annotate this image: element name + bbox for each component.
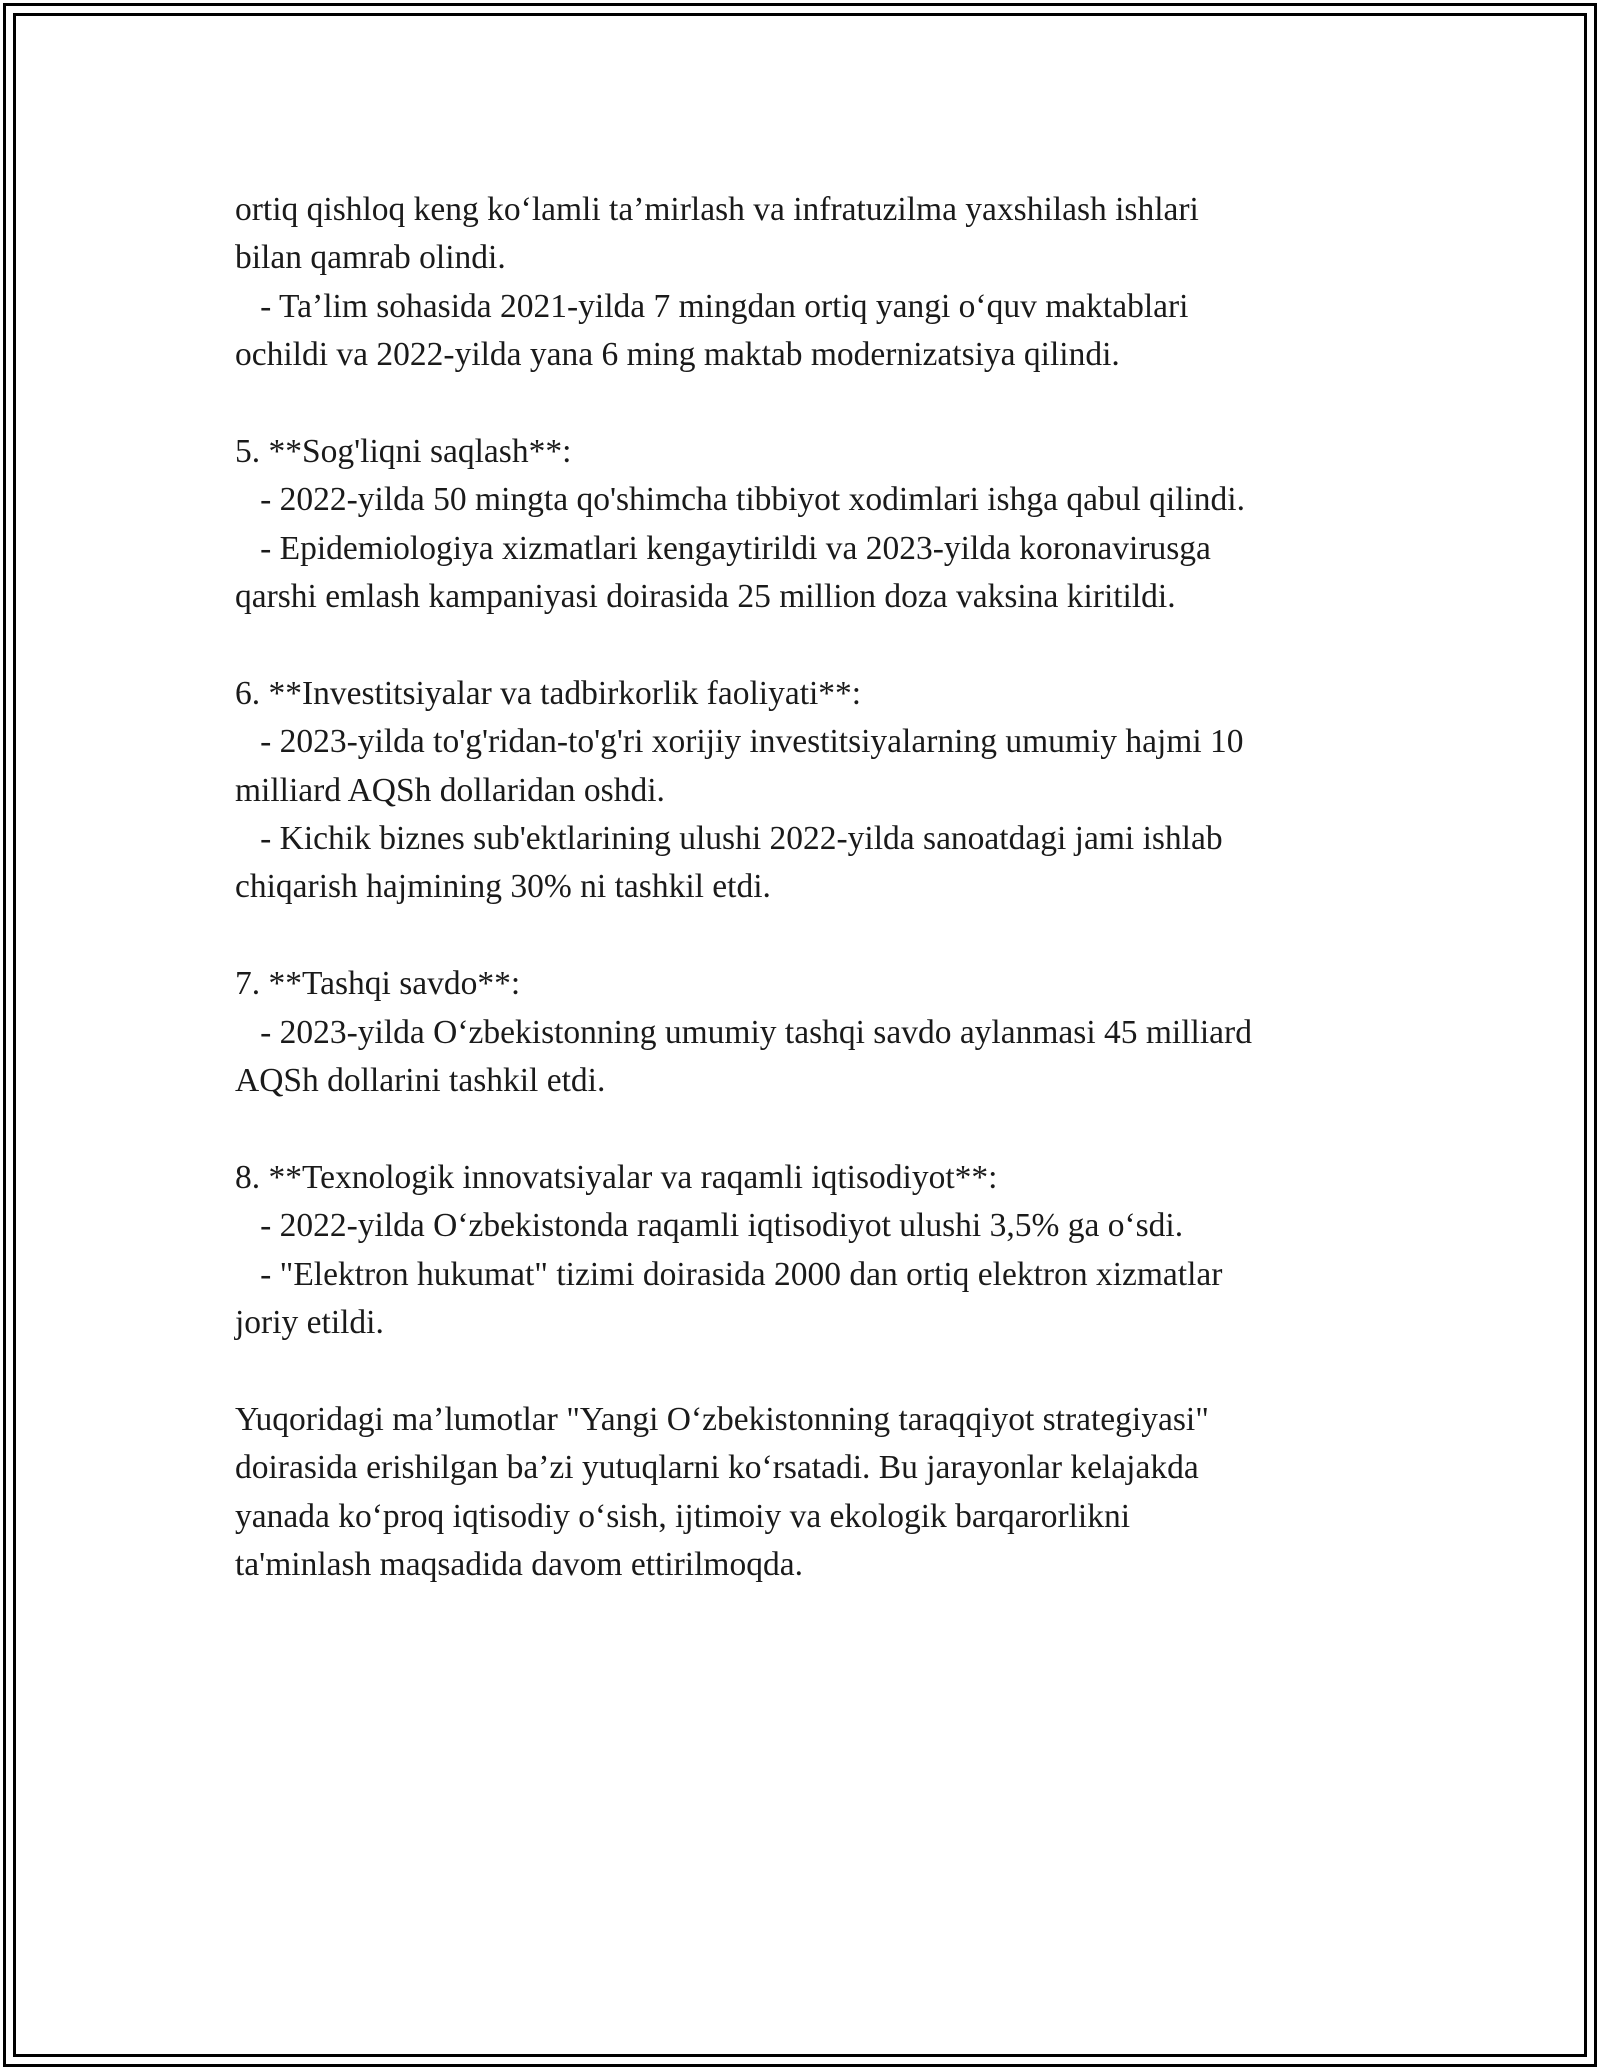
conclusion-line: doirasida erishilgan ba’zi yutuqlarni ko‘rsatadi. Bu jarayonlar kelajakda [235,1449,1199,1487]
section-heading-5: 5. **Sog'liqni saqlash**: [235,432,572,470]
text-line: - Epidemiologiya xizmatlari kengaytirildi va 2023-yilda koronavirusga [235,529,1211,567]
text-line: - 2023-yilda to'g'ridan-to'g'ri xorijiy investitsiyalarning umumiy hajmi 10 [235,723,1244,761]
blank-line [235,1105,1365,1153]
document-body [235,186,1365,1589]
blank-line [235,912,1365,960]
text-line: - 2023-yilda O‘zbekistonning umumiy tashqi savdo aylanmasi 45 milliard [235,1013,1252,1051]
text-line: AQSh dollarini tashkil etdi. [235,1062,606,1100]
text-line: - 2022-yilda 50 mingta qo'shimcha tibbiyot xodimlari ishga qabul qilindi. [235,481,1245,519]
text-line: - Ta’lim sohasida 2021-yilda 7 mingdan ortiq yangi o‘quv maktablari [235,287,1189,325]
conclusion-line: ta'minlash maqsadida davom ettirilmoqda. [235,1545,803,1583]
section-heading-8: 8. **Texnologik innovatsiyalar va raqamli iqtisodiyot**: [235,1158,998,1196]
text-line: qarshi emlash kampaniyasi doirasida 25 million doza vaksina kiritildi. [235,578,1176,616]
text-line: joriy etildi. [235,1303,384,1341]
blank-line [235,622,1365,670]
text-line: - 2022-yilda O‘zbekistonda raqamli iqtisodiyot ulushi 3,5% ga o‘sdi. [235,1207,1184,1245]
text-line: bilan qamrab olindi. [235,239,506,277]
section-heading-6: 6. **Investitsiyalar va tadbirkorlik faoliyati**: [235,674,862,712]
blank-line [235,380,1365,428]
text-line: chiqarish hajmining 30% ni tashkil etdi. [235,868,771,906]
text-line: - Kichik biznes sub'ektlarining ulushi 2022-yilda sanoatdagi jami ishlab [235,820,1223,858]
text-line: milliard AQSh dollaridan oshdi. [235,771,665,809]
blank-line [235,1347,1365,1395]
text-line: ochildi va 2022-yilda yana 6 ming maktab modernizatsiya qilindi. [235,336,1120,374]
text-line: - "Elektron hukumat" tizimi doirasida 2000 dan ortiq elektron xizmatlar [235,1255,1223,1293]
conclusion-line: yanada ko‘proq iqtisodiy o‘sish, ijtimoiy va ekologik barqarorlikni [235,1497,1131,1535]
text-line: ortiq qishloq keng ko‘lamli ta’mirlash va infratuzilma yaxshilash ishlari [235,191,1199,228]
conclusion-line: Yuqoridagi ma’lumotlar "Yangi O‘zbekistonning taraqqiyot strategiyasi" [235,1400,1209,1438]
section-heading-7: 7. **Tashqi savdo**: [235,965,521,1003]
